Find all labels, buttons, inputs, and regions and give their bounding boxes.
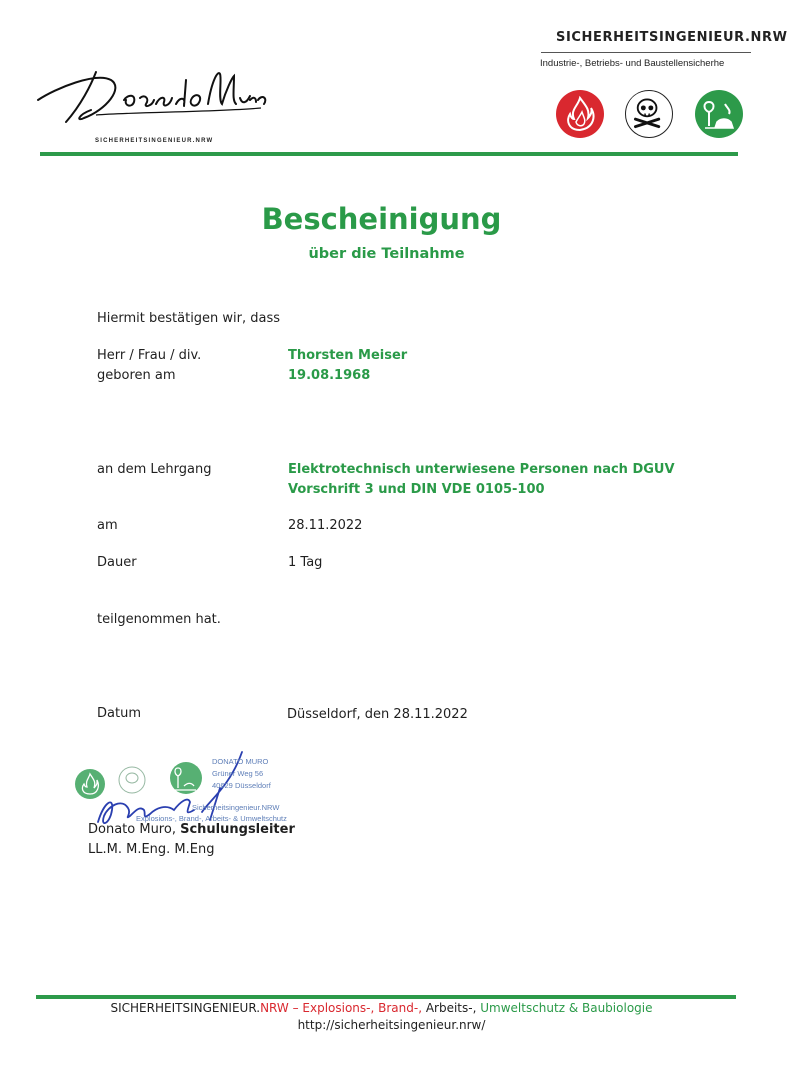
footer-dash: – xyxy=(288,1001,303,1015)
stamp-line-4: Sicherheitsingenieur.NRW xyxy=(192,803,280,812)
stamp-line-3: 40629 Düsseldorf xyxy=(212,781,271,790)
footer-part-2: Arbeits-, xyxy=(422,1001,481,1015)
brand-tagline: Industrie-, Betriebs- und Baustellensicherhe xyxy=(540,58,725,69)
place-date-label: Datum xyxy=(97,706,141,721)
fire-hazard-icon xyxy=(556,90,604,138)
place-date-value: Düsseldorf, den 28.11.2022 xyxy=(287,707,468,722)
closing-text: teilgenommen hat. xyxy=(97,612,221,627)
footer-tagline xyxy=(0,1001,763,1015)
stamp-line-5: Explosions-, Brand-, Arbeits- & Umweltschutz xyxy=(136,814,287,823)
birth-date: 19.08.1968 xyxy=(288,368,371,383)
course-label: an dem Lehrgang xyxy=(97,462,212,477)
footer-part-1: Explosions-, Brand-, xyxy=(302,1001,423,1015)
stamp-line-2: Grüner Weg 56 xyxy=(212,769,264,778)
signatory-name: Donato Muro, xyxy=(88,822,181,837)
brand-name: SICHERHEITSINGENIEUR.NRW xyxy=(556,30,788,45)
course-date: 28.11.2022 xyxy=(288,518,363,533)
footer-divider xyxy=(36,995,736,999)
birth-label: geboren am xyxy=(97,368,176,383)
logo-subtitle: SICHERHEITSINGENIEUR.NRW xyxy=(95,138,214,144)
course-title-line1: Elektrotechnisch unterwiesene Personen nach DGUV xyxy=(288,462,675,477)
footer-brand: SICHERHEITSINGENIEUR. xyxy=(110,1001,261,1015)
document-subtitle: über die Teilnahme xyxy=(308,246,465,262)
signatory-degrees: LL.M. M.Eng. M.Eng xyxy=(88,842,215,857)
header-divider xyxy=(40,152,738,156)
footer-part-3: Umweltschutz & Baubiologie xyxy=(480,1001,653,1015)
donato-muro-logo xyxy=(36,60,266,135)
course-title-line2: Vorschrift 3 und DIN VDE 0105-100 xyxy=(288,482,545,497)
participant-name: Thorsten Meiser xyxy=(288,348,408,363)
salutation-label: Herr / Frau / div. xyxy=(97,348,202,363)
intro-text: Hiermit bestätigen wir, dass xyxy=(97,311,281,326)
signatory-line xyxy=(88,820,295,839)
environment-hazard-icon xyxy=(695,90,743,138)
footer-url-link[interactable]: http://sicherheitsingenieur.nrw/ xyxy=(297,1018,486,1032)
footer-brand-tld: NRW xyxy=(260,1001,289,1015)
signatory-role: Schulungsleiter xyxy=(180,822,295,837)
stamp-line-1: DONATO MURO xyxy=(212,757,269,766)
duration-value: 1 Tag xyxy=(288,555,323,570)
document-title: Bescheinigung xyxy=(261,202,502,236)
brand-divider xyxy=(541,52,751,53)
date-label: am xyxy=(97,518,118,533)
toxic-skull-icon xyxy=(625,90,673,138)
duration-label: Dauer xyxy=(97,555,137,570)
